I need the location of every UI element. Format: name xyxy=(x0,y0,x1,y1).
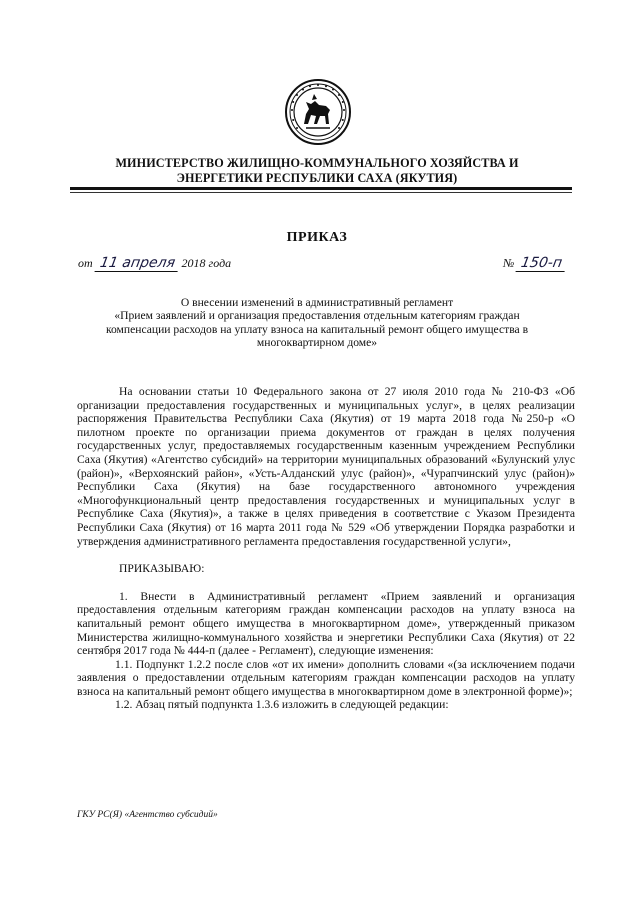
item-1-paragraph: 1. Внести в Административный регламент «Прием заявлений и организация предоставления отдельным категориям граждан компенсации расходов на уплату взноса на капитальный ремонт общего имущества в многоквартирном доме», утвержденный приказом Министерства жилищно-коммунального хозяйства и энергетики Республики Саха (Якутия) от 22 сентября 2017 года № 444-п (далее - Регламент), следующие изменения: xyxy=(77,589,575,658)
order-body xyxy=(77,385,575,712)
preamble-paragraph: На основании статьи 10 Федерального закона от 27 июля 2010 года № 210-ФЗ «Об организации предоставления государственных и муниципальных услуг», в целях реализации распоряжения Правительства Республики Саха (Якутия) от 19 марта 2018 года №250-р «О пилотном проекте по организации приема документов от граждан в целях получения государственных услуг, предоставляемых государственным казенным учреждением Республики Саха (Якутия) «Агентство субсидий» на территории муниципальных образований «Булунский улус (район)», «Верхоянский район», «Усть-Алданский улус (район)», «Чурапчинский улус (район)» Республики Саха (Якутия) на базе государственного автономного учреждения «Многофункциональный центр предоставления государственных и муниципальных услуг в Республике Саха (Якутия)», а также в целях приведения в соответствие с Указом Президента Республики Саха (Якутия) от 16 марта 2011 года № 529 «Об утверждении Порядка разработки и утверждения административного регламента предоставления государственной услуги», xyxy=(77,385,575,548)
ministry-name-line-2: ЭНЕРГЕТИКИ РЕСПУБЛИКИ САХА (ЯКУТИЯ) xyxy=(176,171,458,185)
date-suffix: 2018 года xyxy=(181,256,232,270)
document-title: ПРИКАЗ xyxy=(286,230,348,245)
subject-line-4: многоквартирном доме» xyxy=(256,336,378,350)
order-date xyxy=(78,255,231,272)
subject-line-2: «Прием заявлений и организация предоставления отдельным категориям граждан xyxy=(114,309,520,323)
subject-line-3: компенсации расходов на уплату взноса на капитальный ремонт общего имущества в xyxy=(105,322,529,336)
date-handwritten: 11 апреля xyxy=(94,255,180,272)
subject-line-1: О внесении изменений в административный регламент xyxy=(180,296,454,309)
header-divider-thick xyxy=(70,187,572,190)
header-divider-thin xyxy=(70,192,572,193)
item-1-2-paragraph: 1.2. Абзац пятый подпункта 1.3.6 изложить в следующей редакции: xyxy=(115,698,449,712)
ministry-name xyxy=(60,156,574,186)
number-prefix: № xyxy=(503,256,515,270)
number-handwritten: 150-п xyxy=(516,255,568,272)
order-word: ПРИКАЗЫВАЮ: xyxy=(119,562,205,576)
footer-organization: ГКУ РС(Я) «Агентство субсидий» xyxy=(77,810,218,820)
order-subject xyxy=(90,296,544,350)
order-number xyxy=(503,255,566,272)
date-prefix: от xyxy=(78,256,93,270)
item-1-1-paragraph: 1.1. Подпункт 1.2.2 после слов «от их имени» дополнить словами «(за исключением подачи заявления о предоставлении отдельным категориям граждан компенсации расходов на уплату взноса на капитальный ремонт общего имущества в многоквартирном доме в электронной форме)»; xyxy=(77,657,575,698)
ministry-name-line-1: МИНИСТЕРСТВО ЖИЛИЩНО-КОММУНАЛЬНОГО ХОЗЯЙСТВА И xyxy=(115,156,519,170)
sakha-yakutia-coat-of-arms-icon xyxy=(284,78,352,146)
